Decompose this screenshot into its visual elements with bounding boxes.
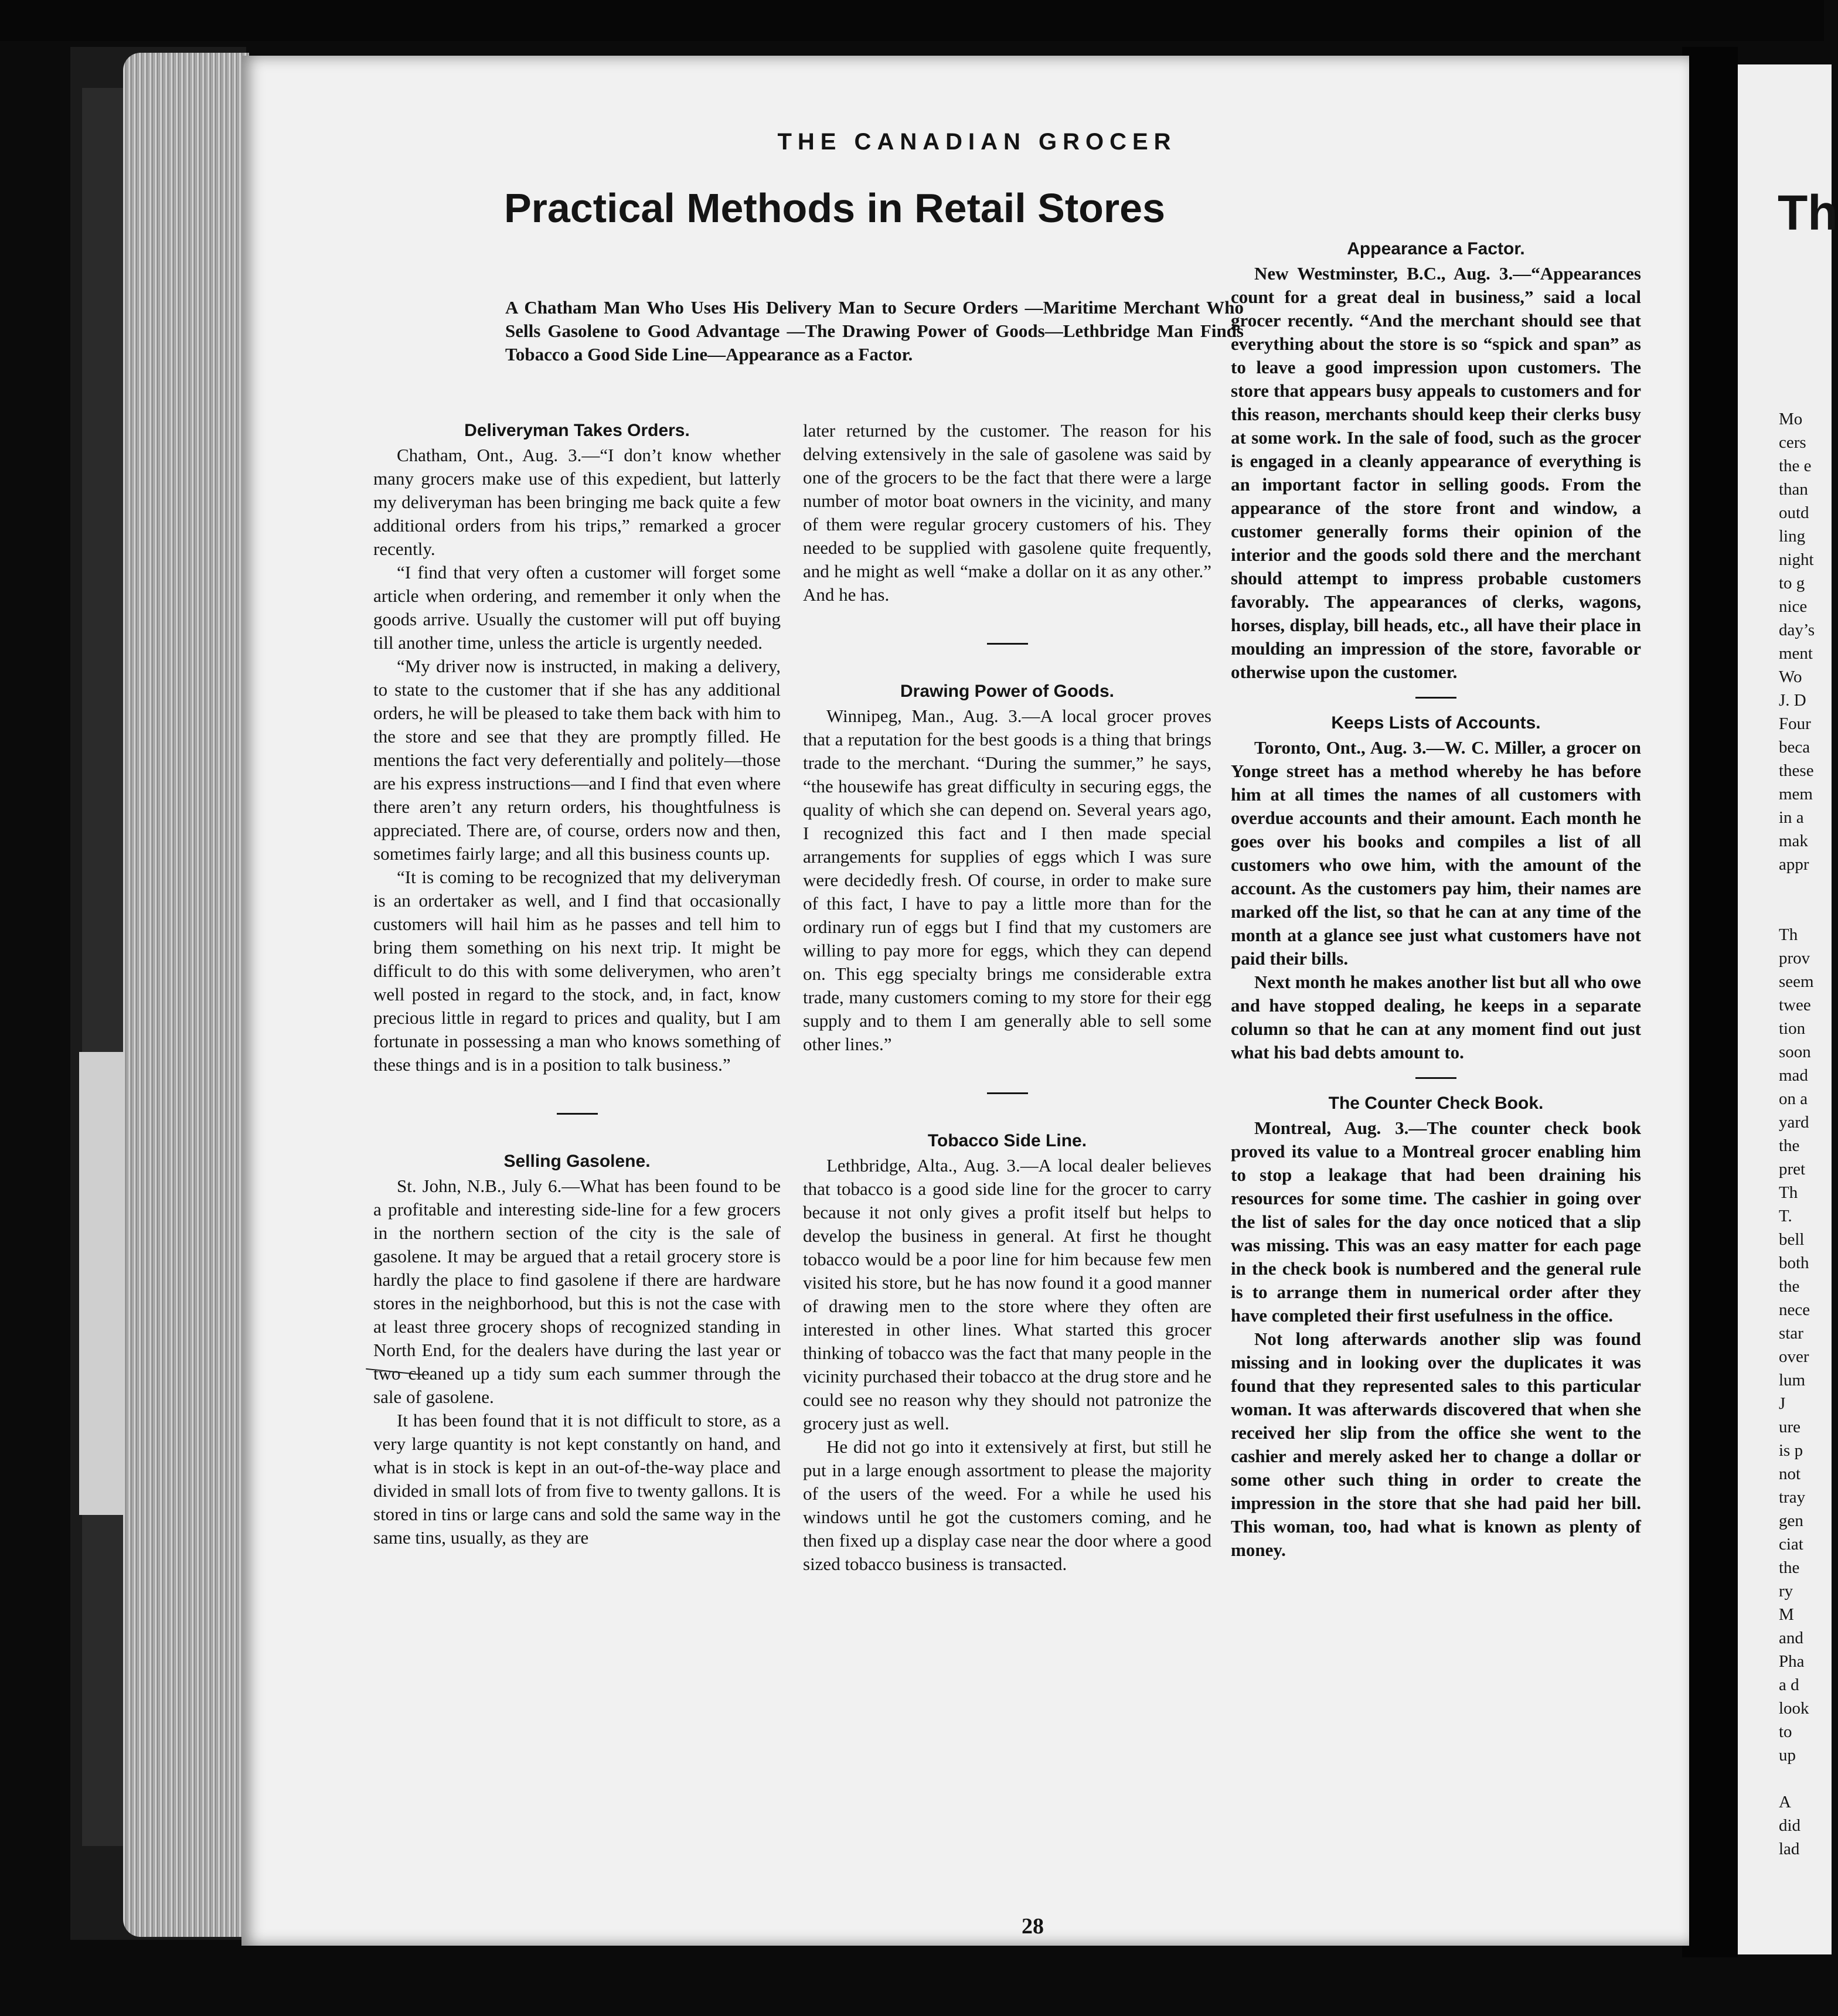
paragraph: Montreal, Aug. 3.—The counter check book proved its value to a Montreal grocer enabling him to stop a leakage that had been draining his resources for some time. The cashier in going over the list of sales for the day once noticed that a slip was missing. This was an easy matter for each page in the check book is numbered and the general rule is to arrange them in numerical order after they have completed their first usefulness in the office.: [1231, 1118, 1641, 1326]
paragraph: Next month he makes another list but all who owe and have stopped dealing, he keeps in a separate column so that he can at any moment find out just what his bad debts amount to.: [1231, 972, 1641, 1063]
facing-page-line: Th: [1779, 1183, 1798, 1202]
facing-page-line: Mo: [1779, 410, 1803, 428]
paragraph: “I find that very often a customer will forget some article when ordering, and remember it only when the goods arrive. Usually the customer will put off buying till another time, unless the article is urgently needed.: [373, 562, 781, 653]
paragraph: Lethbridge, Alta., Aug. 3.—A local dealer believes that tobacco is a good side line for the grocer to carry because it not only gives a profit itself but helps to develop the business in general. At first he thought tobacco would be a poor line for him because few men visited his store, but he has now found it a good manner of drawing men to the store where they often are interested in other lines. What started this grocer thinking of tobacco was the fact that many people in the vicinity purchased their tobacco at the drug store and he could see no reason why they should not patronize the grocery just as well.: [803, 1155, 1211, 1433]
facing-page-line: yard: [1779, 1113, 1809, 1132]
facing-page-line: Pha: [1779, 1652, 1805, 1671]
facing-page-line: Th: [1779, 925, 1798, 944]
facing-page-line: lum: [1779, 1371, 1806, 1390]
paragraph: “My driver now is instructed, in making a delivery, to state to the customer that if she has any additional orders, he will be pleased to take them back with him to the store and see that they are promptly filled. He mentions the fact very deferentially and politely—those are his express instructions—and I find that even where there aren’t any return orders, his thoughtfulness is appreciated. There are, of course, orders now and then, sometimes fairly large; and all this business counts up.: [373, 656, 781, 864]
facing-page-line: J: [1779, 1394, 1786, 1413]
facing-page-line: Four: [1779, 714, 1811, 733]
paragraph: Toronto, Ont., Aug. 3.—W. C. Miller, a grocer on Yonge street has a method whereby he has before him at all times the names of all customers with overdue accounts and their amount. Each month he goes over his books and compiles a list of all customers who owe him, with the amount of the account. As the customers pay him, their names are marked off the list, so that he can at any time of the month at a glance see just what customers have not paid their bills.: [1231, 737, 1641, 969]
facing-page-line: both: [1779, 1254, 1809, 1272]
facing-page-line: J. D: [1779, 691, 1806, 710]
facing-page-line: soon: [1779, 1043, 1811, 1061]
facing-page-line: on a: [1779, 1089, 1808, 1108]
paragraph: Winnipeg, Man., Aug. 3.—A local grocer proves that a reputation for the best goods is a thing that brings trade to the merchant. “During the summer,” he says, “the housewife has great difficulty in securing eggs, the quality of which she can depend on. Several years ago, I recognized this fact and I then made special arrangements for supplies of eggs which I was sure were decidedly fresh. Of course, in order to make sure of this fact, I have to pay a little more than for the ordinary run of eggs but I find that my customers are willing to pay more for eggs, which they can depend on. This egg specialty brings me considerable extra trade, many customers coming to my store for their egg supply and to them I am generally able to sell some other lines.”: [803, 706, 1211, 1054]
section-heading-counter-check-book: The Counter Check Book.: [1328, 1094, 1544, 1113]
section-divider: [557, 1113, 598, 1115]
facing-page: [1738, 64, 1838, 1954]
facing-page-line: twee: [1779, 996, 1811, 1014]
section-divider: [1415, 1077, 1456, 1079]
facing-page-line: mem: [1779, 785, 1813, 803]
facing-page-line: nice: [1779, 597, 1808, 616]
gutter-shadow: [1682, 47, 1738, 1957]
facing-page-line: M: [1779, 1605, 1794, 1624]
facing-page-line: ling: [1779, 527, 1806, 546]
facing-page-line: did: [1779, 1816, 1801, 1835]
facing-page-line: day’s: [1779, 621, 1815, 639]
facing-page-line: and: [1779, 1629, 1803, 1647]
facing-page-line: T.: [1779, 1207, 1792, 1225]
facing-page-line: up: [1779, 1746, 1796, 1765]
facing-page-line: seem: [1779, 972, 1814, 991]
section-divider: [1415, 697, 1456, 699]
paragraph: He did not go into it extensively at first, but still he put in a large enough assortment to please the majority of the users of the weed. For a while he used his windows until he got the customers coming, and he then fixed up a display case near the door where a good sized tobacco business is transacted.: [803, 1436, 1211, 1574]
facing-page-line: prov: [1779, 949, 1810, 968]
facing-page-line: cers: [1779, 433, 1806, 452]
newspaper-page: [241, 56, 1689, 1946]
section-heading-gasolene: Selling Gasolene.: [503, 1152, 651, 1171]
facing-page-line: than: [1779, 480, 1808, 499]
facing-page-line: the e: [1779, 457, 1812, 475]
facing-page-line: gen: [1779, 1511, 1803, 1530]
section-divider: [987, 1092, 1028, 1094]
section-heading-appearance: Appearance a Factor.: [1347, 239, 1525, 258]
facing-page-line: mak: [1779, 832, 1808, 850]
scan-top-shadow: [0, 0, 1824, 41]
facing-page-line: to: [1779, 1722, 1792, 1741]
paragraph: Chatham, Ont., Aug. 3.—“I don’t know whether many grocers make use of this expedient, but latterly my deliveryman has been bringing me back quite a few additional orders from his trips,” remarked a grocer recently.: [373, 445, 781, 559]
section-heading-drawing-power: Drawing Power of Goods.: [900, 682, 1115, 701]
facing-page-line: look: [1779, 1699, 1809, 1718]
facing-page-line: pret: [1779, 1160, 1806, 1179]
facing-page-line: tion: [1779, 1019, 1806, 1038]
facing-page-line: the: [1779, 1558, 1800, 1577]
facing-page-line: beca: [1779, 738, 1810, 757]
facing-page-line: not: [1779, 1465, 1801, 1483]
facing-page-line: mad: [1779, 1066, 1808, 1085]
facing-page-fragments: [1779, 407, 1837, 1861]
masthead: THE CANADIAN GROCER: [777, 129, 1177, 155]
facing-page-line: ciat: [1779, 1535, 1803, 1554]
facing-page-line: [1779, 900, 1837, 923]
facing-page-line: tray: [1779, 1488, 1806, 1507]
section-heading-tobacco: Tobacco Side Line.: [927, 1131, 1087, 1150]
facing-page-line: these: [1779, 761, 1814, 780]
article-deck: A Chatham Man Who Uses His Delivery Man to Secure Orders —Maritime Merchant Who Sells Gasolene to Good Advantage —The Drawing Power of Goods—Lethbridge Man Finds Tobacco a Good Side Line—Appearance as a Factor.: [505, 297, 1244, 365]
facing-page-line: a d: [1779, 1676, 1799, 1694]
facing-page-line: appr: [1779, 855, 1809, 874]
paragraph: St. John, N.B., July 6.—What has been found to be a profitable and interesting side-line for a few grocers in the northern section of the city is the sale of gasolene. It may be argued that a retail grocery store is hardly the place to find gasolene if there are hardware stores in the neighborhood, but this is not the case with at least three grocery shops of recognized standing in North End, for the dealers have during the last year or two cleaned up a tidy sum each summer through the sale of gasolene.: [373, 1176, 781, 1407]
paragraph: “It is coming to be recognized that my deliveryman is an ordertaker as well, and I find that occasionally customers will hail him as he passes and tell him to bring them something on his next trip. It might be difficult to do this with some deliverymen, who aren’t well posted in regard to the stock, and, in fact, know precious little in regard to prices and quality, but I am fortunate in possessing a man who knows something of these things and is in a position to talk business.”: [373, 867, 781, 1075]
facing-page-line: [1779, 876, 1837, 900]
facing-page-line: Wo: [1779, 668, 1802, 686]
paragraph: It has been found that it is not difficult to store, as a very large quantity is not kept constantly on hand, and what is in stock is kept in an out-of-the-way place and divided in small lots of from five to twenty gallons. It is stored in tins or large cans and sold the same way in the same tins, usually, as they are: [373, 1410, 781, 1548]
facing-page-line: A: [1779, 1793, 1791, 1811]
facing-page-line: night: [1779, 550, 1814, 569]
column-2: [803, 419, 1211, 1576]
facing-page-line: is p: [1779, 1441, 1803, 1460]
column-1: [373, 419, 781, 1550]
article-title: Practical Methods in Retail Stores: [503, 185, 1166, 231]
facing-page-line: [1779, 1767, 1837, 1790]
facing-page-line: nece: [1779, 1300, 1810, 1319]
facing-page-heading: Th: [1778, 185, 1838, 240]
facing-page-line: the: [1779, 1136, 1800, 1155]
facing-page-line: to g: [1779, 574, 1805, 592]
paragraph: New Westminster, B.C., Aug. 3.—“Appearances count for a great deal in business,” said a local grocer recently. “And the merchant should see that everything about the store is so “spick and span” as to leave a good impression upon customers. The store that appears busy appeals to customers and for this reason, merchants should keep their clerks busy at some work. In the sale of food, such as the grocer is engaged in a cleanly appearance of everything is an important factor in selling goods. From the appearance of the store front and window, a customer generally forms their opinion of the interior and the goods sold there and the merchant should attempt to impress probable customers favorably. The appearances of clerks, wagons, horses, display, bill heads, etc., all have their place in moulding an impression of the store, favorable or otherwise upon the customer.: [1231, 263, 1641, 682]
facing-page-line: bell: [1779, 1230, 1805, 1249]
paragraph: later returned by the customer. The reason for his delving extensively in the sale of gasolene was said by one of the grocers to be the fact that there were a large number of motor boat owners in the vicinity, and many of them were regular grocery customers of his. They needed to be supplied with gasolene quite frequently, and he might as well “make a dollar on it as any other.” And he has.: [803, 420, 1211, 605]
page-number: 28: [1022, 1914, 1044, 1939]
facing-page-line: ure: [1779, 1418, 1801, 1436]
facing-page-line: over: [1779, 1347, 1809, 1366]
section-divider: [987, 643, 1028, 645]
section-heading-delivery: Deliveryman Takes Orders.: [464, 421, 690, 440]
page-edges: [123, 53, 249, 1937]
facing-page-line: in a: [1779, 808, 1804, 827]
facing-page-line: the: [1779, 1277, 1800, 1296]
facing-page-line: ry: [1779, 1582, 1793, 1600]
facing-page-line: lad: [1779, 1840, 1800, 1858]
column-3: [1231, 237, 1641, 1562]
facing-page-line: star: [1779, 1324, 1803, 1343]
section-heading-accounts: Keeps Lists of Accounts.: [1331, 713, 1541, 733]
facing-page-line: ment: [1779, 644, 1813, 663]
facing-page-line: outd: [1779, 503, 1809, 522]
paragraph: Not long afterwards another slip was found missing and in looking over the duplicates it was found that they represented sales to this particular woman. It was afterwards discovered that when she received her slip from the office she went to the cashier and merely asked her to change a dollar or some other such thing in order to create the impression in the store that she had paid her bill. This woman, too, had what is known as plenty of money.: [1231, 1329, 1641, 1560]
